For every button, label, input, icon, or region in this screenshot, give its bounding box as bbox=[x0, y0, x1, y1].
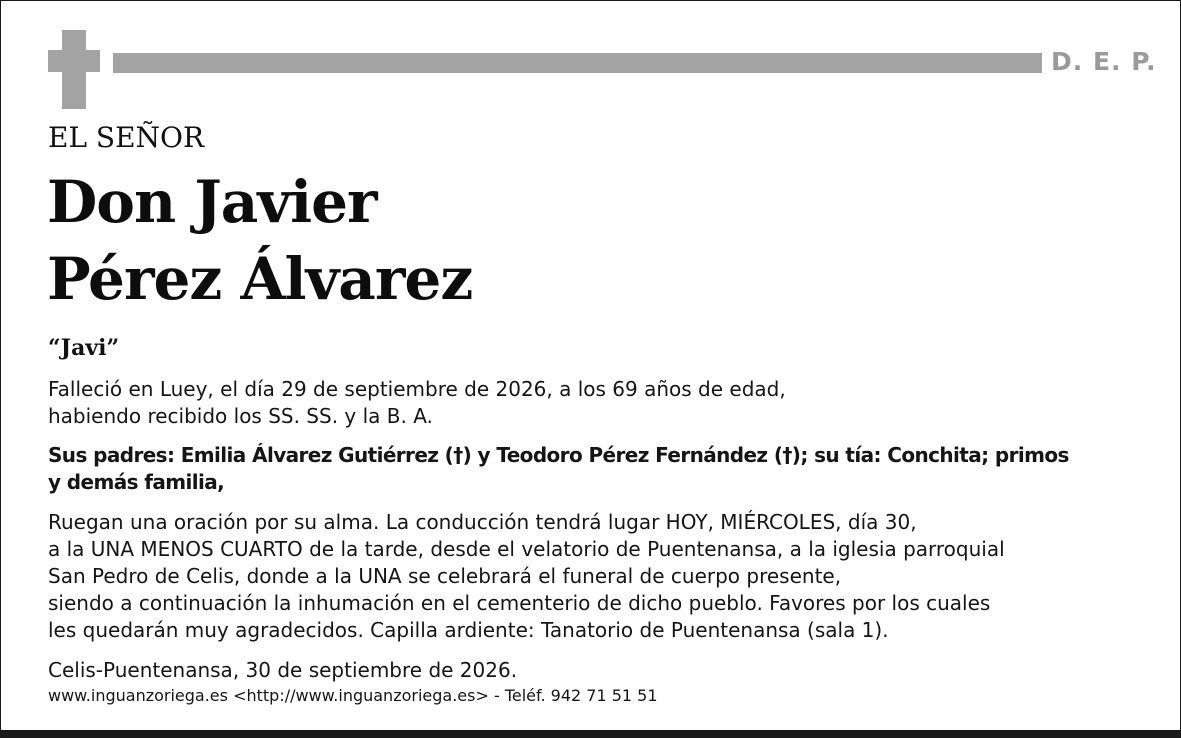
family-line: Sus padres: Emilia Álvarez Gutiérrez (†) y Teodoro Pérez Fernández (†); su tía: Conchita; primos bbox=[48, 443, 1069, 467]
death-notice-line: habiendo recibido los SS. SS. y la B. A. bbox=[48, 404, 433, 428]
family-paragraph bbox=[48, 442, 1128, 496]
nickname: “Javi” bbox=[48, 335, 120, 361]
title-prefix: EL SEÑOR bbox=[48, 121, 205, 154]
bottom-border-bar bbox=[0, 730, 1181, 738]
latin-cross-icon bbox=[48, 30, 100, 109]
header-rule bbox=[113, 53, 1042, 73]
contact-info: www.inguanzoriega.es <http://www.inguanzoriega.es> - Teléf. 942 71 51 51 bbox=[48, 686, 658, 705]
death-notice-paragraph bbox=[48, 376, 1128, 430]
prayer-line: San Pedro de Celis, donde a la UNA se celebrará el funeral de cuerpo presente, bbox=[48, 564, 842, 588]
prayer-line: a la UNA MENOS CUARTO de la tarde, desde el velatorio de Puentenansa, a la iglesia parroquial bbox=[48, 537, 1005, 561]
prayer-line: Ruegan una oración por su alma. La conducción tendrá lugar HOY, MIÉRCOLES, día 30, bbox=[48, 510, 917, 534]
death-notice-line: Falleció en Luey, el día 29 de septiembre de 2026, a los 69 años de edad, bbox=[48, 377, 786, 401]
place-date-text: Celis-Puentenansa, 30 de septiembre de 2026. bbox=[48, 658, 518, 682]
family-line: y demás familia, bbox=[48, 470, 225, 494]
cross-horizontal-bar bbox=[48, 50, 100, 72]
prayer-paragraph bbox=[48, 509, 1128, 644]
prayer-line: les quedarán muy agradecidos. Capilla ardiente: Tanatorio de Puentenansa (sala 1). bbox=[48, 618, 889, 642]
dep-label: D. E. P. bbox=[1051, 47, 1157, 76]
deceased-name-line1: Don Javier bbox=[47, 168, 377, 236]
deceased-name-line2: Pérez Álvarez bbox=[47, 245, 473, 313]
prayer-line: siendo a continuación la inhumación en el cementerio de dicho pueblo. Favores por los cuales bbox=[48, 591, 991, 615]
place-date bbox=[48, 657, 1128, 684]
